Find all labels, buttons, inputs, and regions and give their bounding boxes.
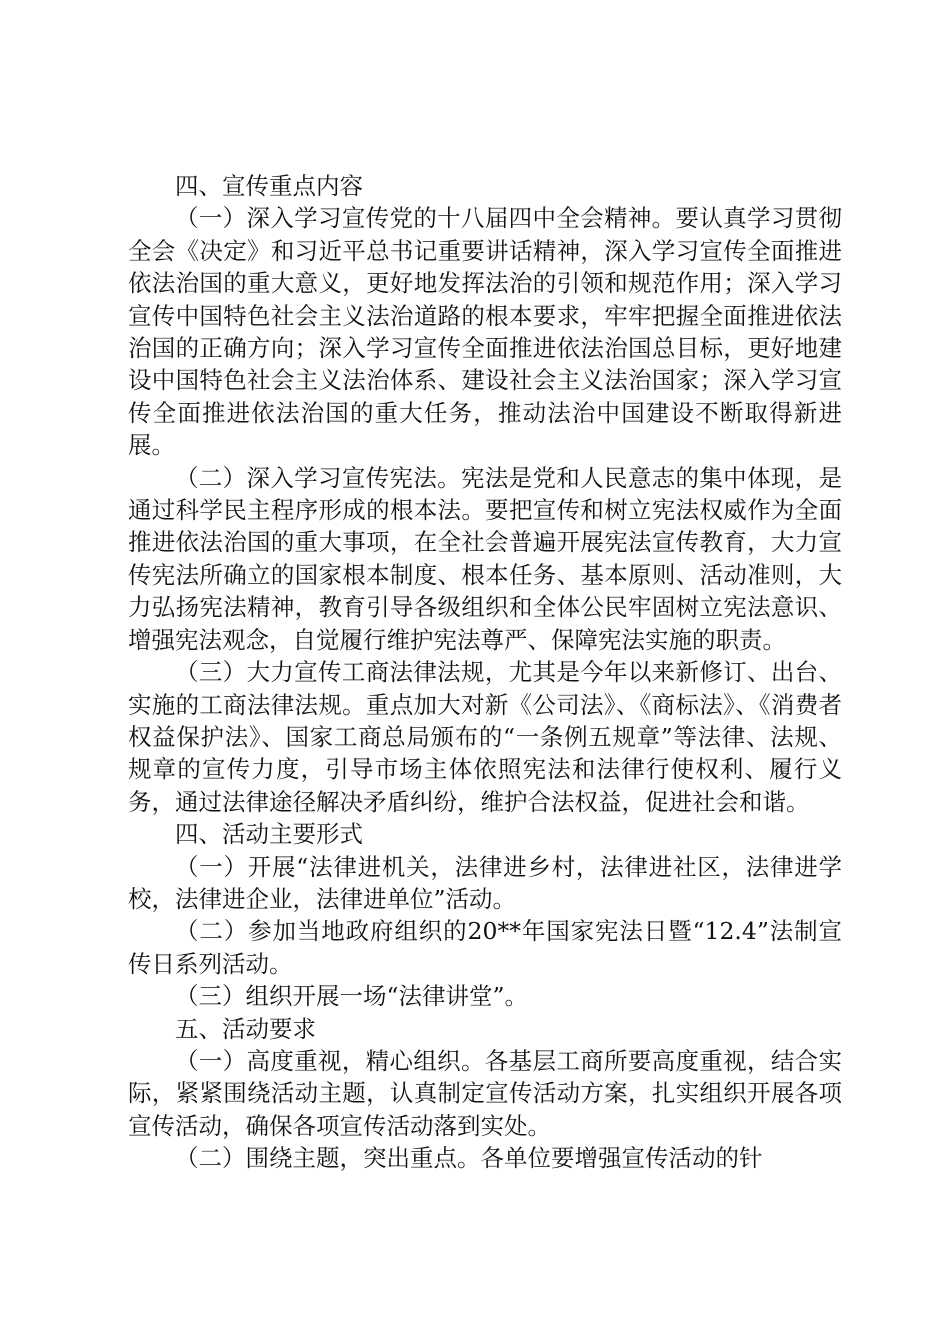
section-heading: 五、活动要求 — [175, 1014, 316, 1043]
document-body — [128, 170, 842, 1175]
paragraph: （二）深入学习宣传宪法。宪法是党和人民意志的集中体现，是通过科学民主程序形成的根本法。要把宣传和树立宪法权威作为全面推进依法治国的重大事项，在全社会普遍开展宪法宣传教育，大力宣传宪法所确立的国家根本制度、根本任务、基本原则、活动准则，大力弘扬宪法精神，教育引导各级组织和全体公民牢固树立宪法意识、增强宪法观念，自觉履行维护宪法尊严、保障宪法实施的职责。 — [128, 463, 842, 654]
paragraph: （二）参加当地政府组织的20**年国家宪法日暨“12.4”法制宣传日系列活动。 — [128, 917, 842, 978]
section-heading: 四、宣传重点内容 — [175, 172, 363, 200]
paragraph: （三）组织开展一场“法律讲堂”。 — [175, 982, 529, 1011]
paragraph: （三）大力宣传工商法律法规，尤其是今年以来新修订、出台、实施的工商法律法规。重点加大对新《公司法》、《商标法》、《消费者权益保护法》、国家工商总局颁布的“一条例五规章”等法律、法规、规章的宣传力度，引导市场主体依照宪法和法律行使权利、履行义务，通过法律途径解决矛盾纠纷，维护合法权益，促进社会和谐。 — [128, 658, 842, 816]
paragraph: （一）开展“法律进机关，法律进乡村，法律进社区，法律进学校，法律进企业，法律进单位”活动。 — [128, 852, 842, 913]
section-heading: 四、活动主要形式 — [175, 820, 363, 849]
paragraph: （一）高度重视，精心组织。各基层工商所要高度重视，结合实际，紧紧围绕活动主题，认真制定宣传活动方案，扎实组织开展各项宣传活动，确保各项宣传活动落到实处。 — [128, 1046, 842, 1140]
paragraph: （一）深入学习宣传党的十八届四中全会精神。要认真学习贯彻全会《决定》和习近平总书记重要讲话精神，深入学习宣传全面推进依法治国的重大意义，更好地发挥法治的引领和规范作用；深入学习宣传中国特色社会主义法治道路的根本要求，牢牢把握全面推进依法治国的正确方向；深入学习宣传全面推进依法治国总目标，更好地建设中国特色社会主义法治体系、建设社会主义法治国家；深入学习宣传全面推进依法治国的重大任务，推动法治中国建设不断取得新进展。 — [128, 204, 842, 460]
paragraph: （二）围绕主题，突出重点。各单位要增强宣传活动的针 — [175, 1144, 763, 1173]
